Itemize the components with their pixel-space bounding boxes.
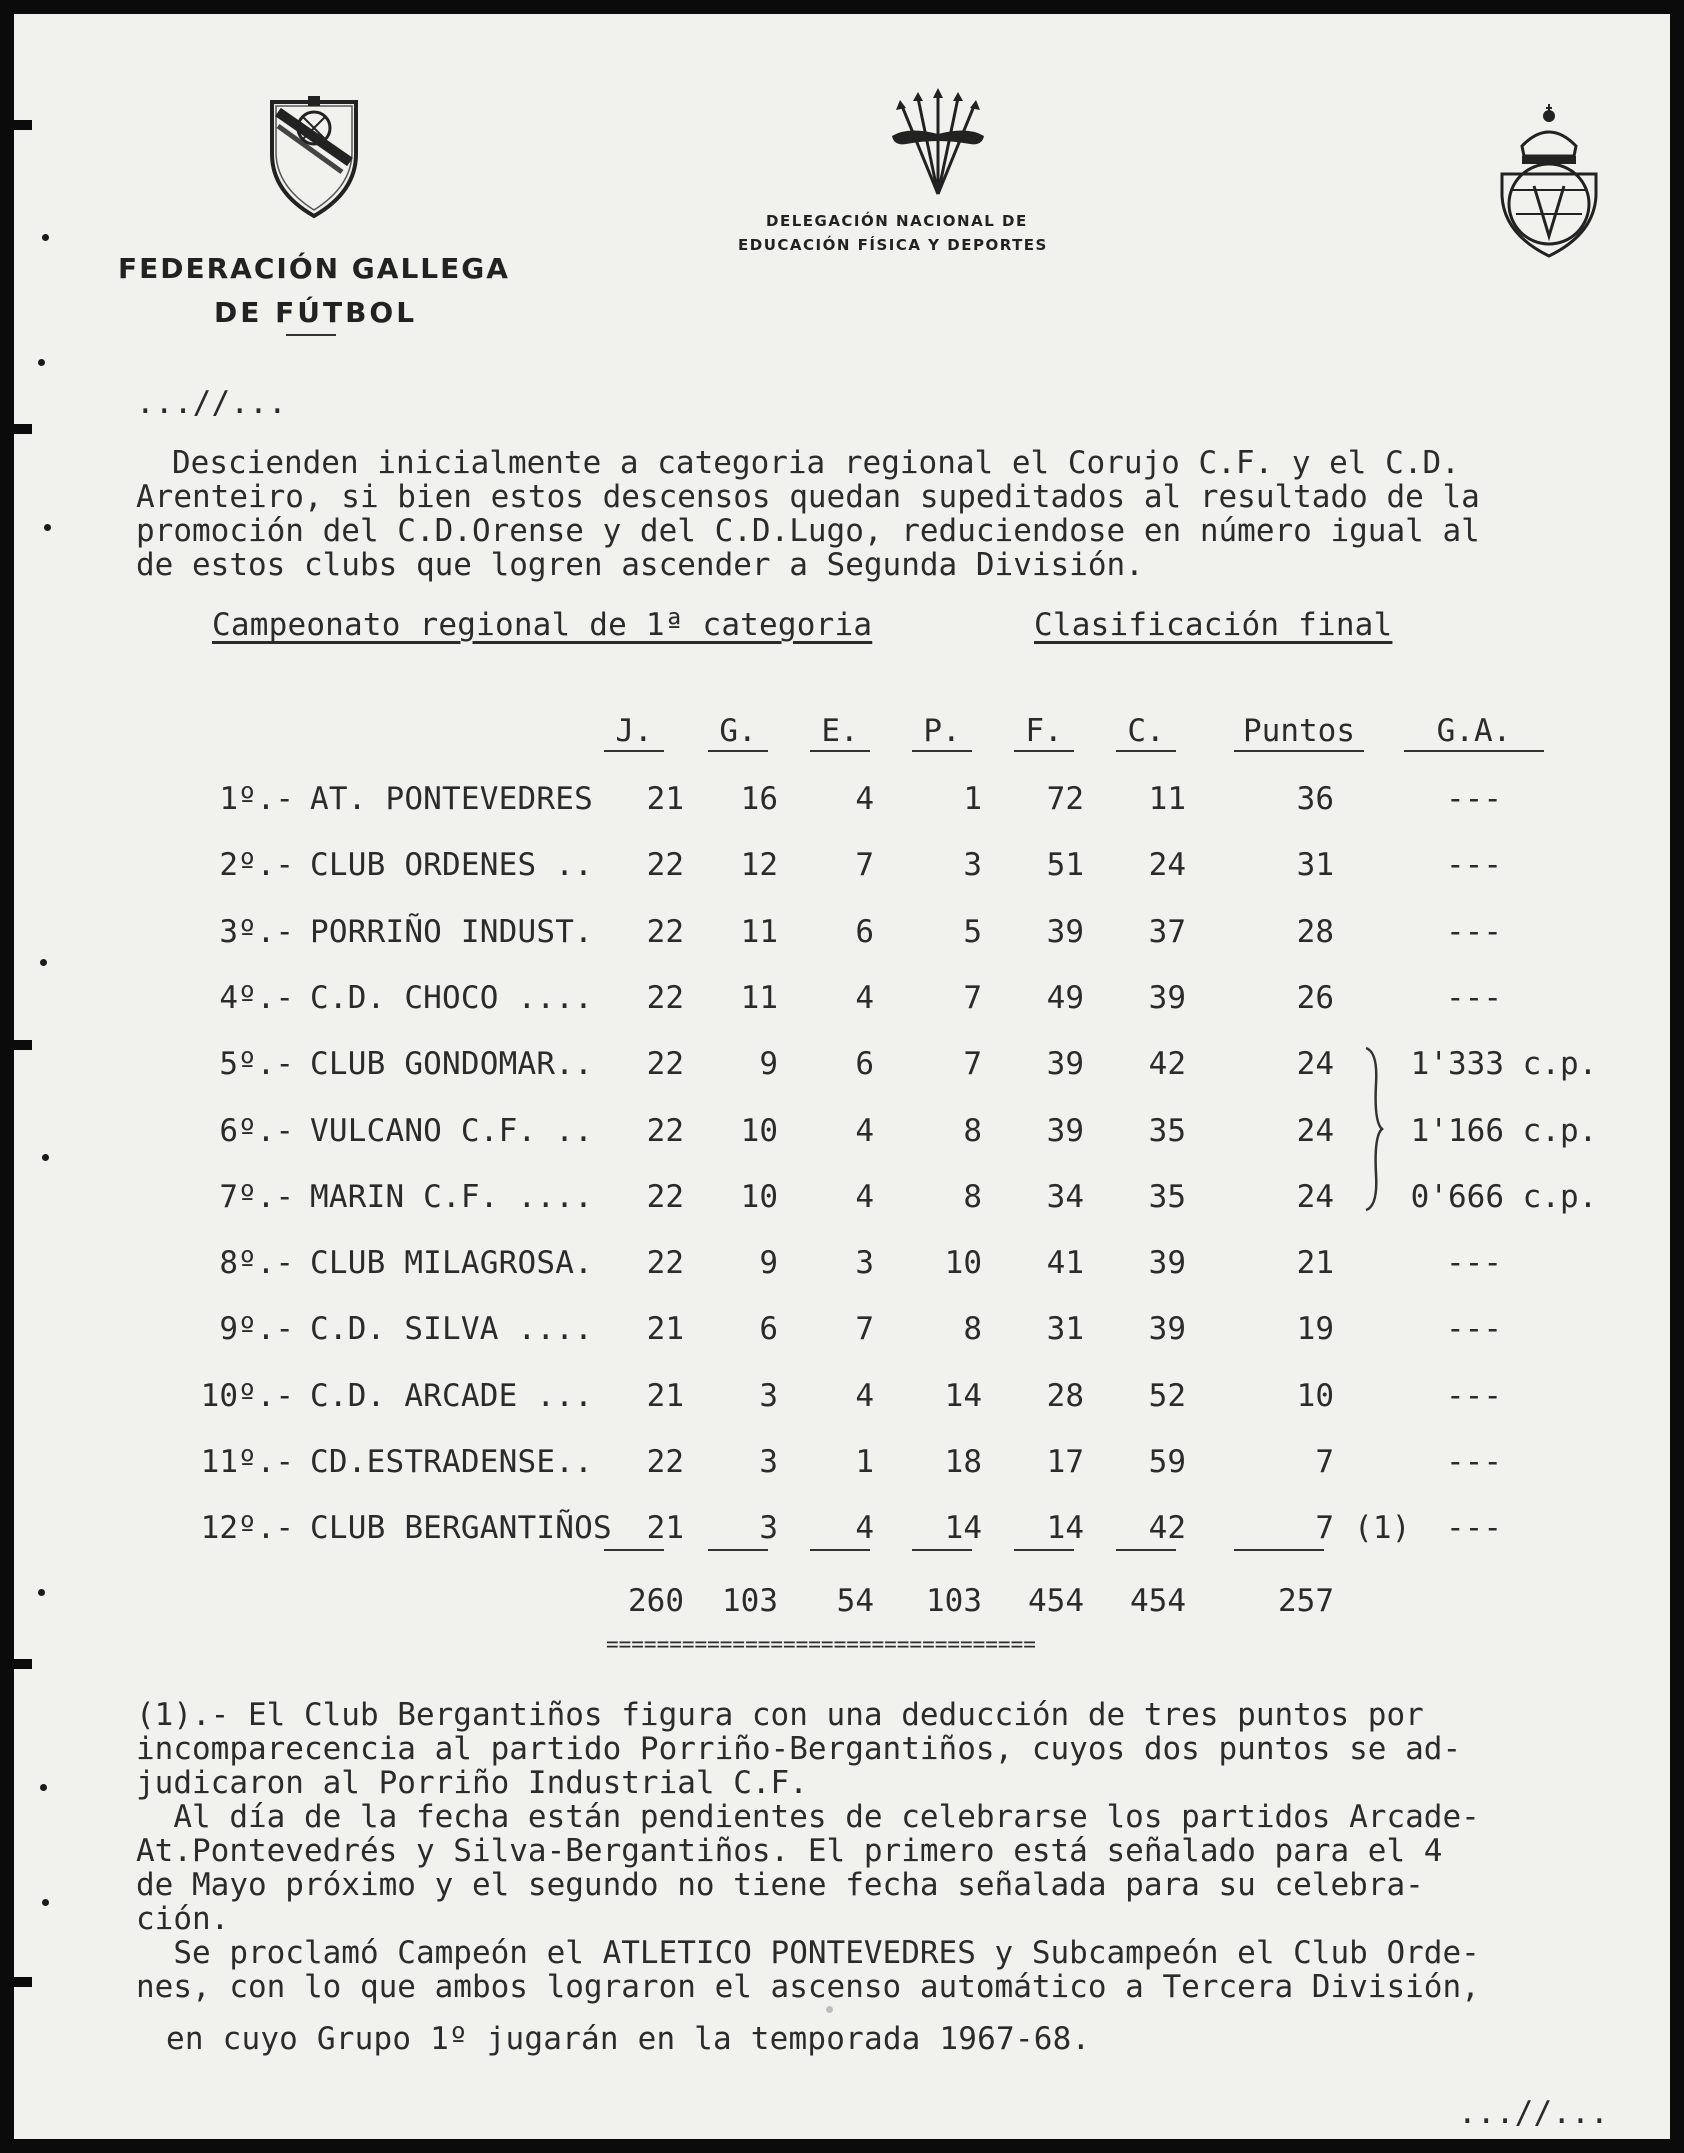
row-cell-p: 18	[944, 1444, 982, 1480]
footnote-line: Al día de la fecha están pendientes de celebrarse los partidos Arcade-	[136, 1799, 1480, 1835]
federation-shield-logo	[264, 92, 364, 222]
col-header-ga: G.A.	[1436, 713, 1512, 749]
row-cell-e: 1	[855, 1444, 874, 1480]
row-footnote-ref: (1)	[1354, 1510, 1411, 1547]
row-cell-g: 3	[759, 1377, 778, 1414]
header-underline	[1404, 750, 1544, 752]
row-position: 1º.-	[219, 781, 294, 817]
row-cell-c: 59	[1148, 1444, 1186, 1480]
intro-line: promoción del C.D.Orense y del C.D.Lugo, reduciendose en número igual al	[136, 513, 1480, 549]
row-position: 4º.-	[219, 979, 294, 1016]
row-cell-j: 22	[646, 913, 684, 950]
row-position: 6º.-	[219, 1112, 294, 1149]
binder-notch	[14, 120, 32, 130]
total-p: 103	[926, 1583, 982, 1619]
punch-hole	[42, 1899, 49, 1906]
binder-notch	[14, 424, 32, 434]
row-cell-g: 10	[740, 1178, 778, 1215]
row-cell-j: 22	[646, 847, 684, 884]
total-underline	[1014, 1549, 1074, 1551]
footnote-line: judicaron al Porriño Industrial C.F.	[136, 1765, 808, 1801]
row-club-name: VULCANO C.F. ..	[310, 1112, 593, 1149]
row-cell-p: 3	[963, 847, 982, 884]
yoke-and-arrows-emblem	[878, 86, 998, 206]
header-underline	[1014, 750, 1074, 752]
punch-hole	[38, 1589, 45, 1596]
row-cell-pts: 19	[1296, 1311, 1334, 1348]
tiebreak-brace	[1362, 1044, 1384, 1214]
row-cell-g: 3	[759, 1444, 778, 1480]
row-club-name: MARIN C.F. ....	[310, 1178, 593, 1215]
row-goal-average: ---	[1446, 1377, 1502, 1414]
total-underline	[708, 1549, 768, 1551]
row-cell-p: 8	[963, 1178, 982, 1215]
row-club-name: C.D. CHOCO ....	[310, 979, 593, 1016]
row-club-name: CLUB MILAGROSA.	[310, 1245, 593, 1282]
row-cell-g: 6	[759, 1311, 778, 1348]
punch-hole	[40, 959, 47, 966]
row-club-name: AT. PONTEVEDRES	[310, 781, 593, 817]
paper-speck	[826, 2006, 833, 2013]
row-cell-p: 1	[963, 781, 982, 817]
row-goal-average: 1'166 c.p.	[1410, 1112, 1598, 1149]
row-cell-g: 12	[740, 847, 778, 884]
row-cell-e: 4	[855, 1510, 874, 1547]
row-cell-pts: 21	[1296, 1245, 1334, 1282]
footnote-line: Se proclamó Campeón el ATLETICO PONTEVEDRES y Subcampeón el Club Orde-	[136, 1935, 1480, 1971]
federation-name-line2: DE FÚTBOL	[214, 296, 418, 329]
row-cell-pts: 7	[1315, 1510, 1334, 1547]
row-position: 10º.-	[200, 1377, 294, 1414]
row-cell-pts: 31	[1296, 847, 1334, 884]
col-header-e: E.	[821, 713, 859, 749]
row-cell-c: 11	[1148, 781, 1186, 817]
row-cell-e: 6	[855, 1046, 874, 1083]
row-position: 8º.-	[219, 1245, 294, 1282]
row-cell-f: 17	[1046, 1444, 1084, 1480]
continuation-mark-top: ...//...	[136, 385, 287, 421]
row-club-name: PORRIÑO INDUST.	[310, 913, 593, 950]
footnote-line: ción.	[136, 1901, 230, 1937]
row-club-name: C.D. SILVA ....	[310, 1311, 593, 1348]
row-cell-p: 14	[944, 1510, 982, 1547]
punch-hole	[38, 359, 45, 366]
row-position: 11º.-	[200, 1444, 294, 1480]
row-cell-e: 4	[855, 1178, 874, 1215]
row-club-name: CLUB GONDOMAR..	[310, 1046, 593, 1083]
footnote	[136, 1698, 1636, 2004]
header-underline	[1116, 750, 1176, 752]
punch-hole	[42, 234, 49, 241]
row-cell-g: 11	[740, 979, 778, 1016]
row-cell-e: 7	[855, 847, 874, 884]
footnote-line: (1).- El Club Bergantiños figura con una deducción de tres puntos por	[136, 1697, 1424, 1733]
total-puntos: 257	[1278, 1583, 1334, 1619]
row-cell-e: 4	[855, 1112, 874, 1149]
row-cell-j: 22	[646, 1046, 684, 1083]
row-cell-j: 22	[646, 1178, 684, 1215]
header-underline	[810, 750, 870, 752]
row-club-name: CLUB BERGANTIÑOS	[310, 1510, 612, 1547]
row-cell-j: 22	[646, 1444, 684, 1480]
row-cell-p: 5	[963, 913, 982, 950]
row-cell-c: 42	[1148, 1510, 1186, 1547]
row-position: 3º.-	[219, 913, 294, 950]
row-cell-c: 39	[1148, 1311, 1186, 1348]
header-underline	[604, 750, 664, 752]
row-goal-average: ---	[1446, 1510, 1502, 1547]
total-j: 260	[628, 1583, 684, 1619]
row-cell-f: 31	[1046, 1311, 1084, 1348]
table-title: Campeonato regional de 1ª categoria	[212, 607, 873, 643]
row-goal-average: ---	[1446, 781, 1502, 817]
row-cell-pts: 28	[1296, 913, 1334, 950]
row-cell-e: 7	[855, 1311, 874, 1348]
row-goal-average: ---	[1446, 1444, 1502, 1480]
row-cell-j: 22	[646, 1112, 684, 1149]
total-underline	[604, 1549, 664, 1551]
total-e: 54	[836, 1583, 874, 1619]
footnote-line: incomparecencia al partido Porriño-Bergantiños, cuyos dos puntos se ad-	[136, 1731, 1462, 1767]
binder-notch	[14, 1040, 32, 1050]
row-goal-average: ---	[1446, 913, 1502, 950]
row-cell-f: 41	[1046, 1245, 1084, 1282]
row-cell-c: 24	[1148, 847, 1186, 884]
row-cell-c: 39	[1148, 1245, 1186, 1282]
document-page	[14, 14, 1670, 2139]
col-header-f: F.	[1025, 713, 1063, 749]
row-cell-c: 52	[1148, 1377, 1186, 1414]
row-cell-e: 4	[855, 1377, 874, 1414]
row-cell-c: 39	[1148, 979, 1186, 1016]
intro-line: de estos clubs que logren ascender a Segunda División.	[136, 547, 1144, 583]
total-underline	[810, 1549, 870, 1551]
total-underline	[912, 1549, 972, 1551]
row-cell-g: 11	[740, 913, 778, 950]
delegation-line2: EDUCACIÓN FÍSICA Y DEPORTES	[738, 236, 1048, 254]
crowned-crest-emblem	[1494, 104, 1604, 264]
row-position: 9º.-	[219, 1311, 294, 1348]
row-cell-p: 8	[963, 1112, 982, 1149]
footnote-line: nes, con lo que ambos lograron el ascenso automático a Tercera División,	[136, 1969, 1480, 2005]
row-cell-g: 9	[759, 1245, 778, 1282]
row-cell-c: 35	[1148, 1178, 1186, 1215]
row-goal-average: ---	[1446, 1311, 1502, 1348]
row-cell-p: 14	[944, 1377, 982, 1414]
federation-name-line1: FEDERACIÓN GALLEGA	[118, 252, 510, 285]
intro-line: Descienden inicialmente a categoria regional el Corujo C.F. y el C.D.	[172, 445, 1460, 481]
row-cell-j: 21	[646, 1510, 684, 1547]
row-position: 2º.-	[219, 847, 294, 884]
col-header-g: G.	[719, 713, 757, 749]
double-rule: ==================================	[606, 1632, 1036, 1656]
divider	[286, 334, 336, 336]
row-cell-pts: 10	[1296, 1377, 1334, 1414]
continuation-mark-bottom: ...//...	[1458, 2095, 1609, 2131]
row-cell-f: 39	[1046, 1046, 1084, 1083]
punch-hole	[40, 1784, 47, 1791]
punch-hole	[44, 524, 51, 531]
row-cell-g: 10	[740, 1112, 778, 1149]
footnote-line: de Mayo próximo y el segundo no tiene fecha señalada para su celebra-	[136, 1867, 1424, 1903]
col-header-puntos: Puntos	[1243, 713, 1355, 749]
row-cell-g: 9	[759, 1046, 778, 1083]
row-cell-p: 7	[963, 1046, 982, 1083]
row-goal-average: 1'333 c.p.	[1410, 1046, 1598, 1083]
row-cell-pts: 36	[1296, 781, 1334, 817]
col-header-p: P.	[923, 713, 961, 749]
row-cell-e: 6	[855, 913, 874, 950]
row-cell-f: 49	[1046, 979, 1084, 1016]
row-cell-f: 14	[1046, 1510, 1084, 1547]
header-underline	[1234, 750, 1364, 752]
punch-hole	[42, 1154, 49, 1161]
row-goal-average: ---	[1446, 979, 1502, 1016]
row-cell-j: 22	[646, 979, 684, 1016]
row-club-name: C.D. ARCADE ...	[310, 1377, 593, 1414]
binder-notch	[14, 1977, 32, 1987]
row-goal-average: ---	[1446, 1245, 1502, 1282]
intro-paragraph	[136, 446, 1636, 582]
row-position: 5º.-	[219, 1046, 294, 1083]
row-cell-pts: 24	[1296, 1178, 1334, 1215]
row-cell-f: 28	[1046, 1377, 1084, 1414]
total-c: 454	[1130, 1583, 1186, 1619]
row-cell-e: 4	[855, 781, 874, 817]
row-goal-average: 0'666 c.p.	[1410, 1178, 1598, 1215]
row-club-name: CLUB ORDENES ..	[310, 847, 593, 884]
row-cell-j: 21	[646, 781, 684, 817]
total-g: 103	[722, 1583, 778, 1619]
row-cell-f: 34	[1046, 1178, 1084, 1215]
row-cell-j: 21	[646, 1311, 684, 1348]
row-cell-c: 42	[1148, 1046, 1186, 1083]
intro-line: Arenteiro, si bien estos descensos quedan supeditados al resultado de la	[136, 479, 1480, 515]
header-underline	[708, 750, 768, 752]
row-position: 7º.-	[219, 1178, 294, 1215]
row-cell-g: 16	[740, 781, 778, 817]
row-cell-pts: 24	[1296, 1112, 1334, 1149]
row-cell-pts: 24	[1296, 1046, 1334, 1083]
row-cell-f: 72	[1046, 781, 1084, 817]
row-club-name: CD.ESTRADENSE..	[310, 1444, 593, 1480]
footnote-line: At.Pontevedrés y Silva-Bergantiños. El primero está señalado para el 4	[136, 1833, 1443, 1869]
row-cell-p: 8	[963, 1311, 982, 1348]
row-cell-g: 3	[759, 1510, 778, 1547]
binder-notch	[14, 1659, 32, 1669]
total-f: 454	[1028, 1583, 1084, 1619]
row-position: 12º.-	[200, 1510, 294, 1547]
row-cell-j: 22	[646, 1245, 684, 1282]
closing-line: en cuyo Grupo 1º jugarán en la temporada 1967-68.	[166, 2021, 1091, 2057]
total-underline	[1116, 1549, 1176, 1551]
row-cell-p: 10	[944, 1245, 982, 1282]
row-cell-j: 21	[646, 1377, 684, 1414]
row-cell-f: 39	[1046, 913, 1084, 950]
row-cell-pts: 26	[1296, 979, 1334, 1016]
row-cell-e: 4	[855, 979, 874, 1016]
row-cell-e: 3	[855, 1245, 874, 1282]
total-underline	[1234, 1549, 1324, 1551]
row-cell-c: 37	[1148, 913, 1186, 950]
row-cell-f: 51	[1046, 847, 1084, 884]
row-cell-p: 7	[963, 979, 982, 1016]
table-subtitle: Clasificación final	[1034, 607, 1393, 643]
delegation-line1: DELEGACIÓN NACIONAL DE	[766, 212, 1028, 230]
row-cell-pts: 7	[1315, 1444, 1334, 1480]
row-cell-c: 35	[1148, 1112, 1186, 1149]
col-header-j: J.	[615, 713, 653, 749]
header-underline	[912, 750, 972, 752]
row-goal-average: ---	[1446, 847, 1502, 884]
col-header-c: C.	[1127, 713, 1165, 749]
row-cell-f: 39	[1046, 1112, 1084, 1149]
